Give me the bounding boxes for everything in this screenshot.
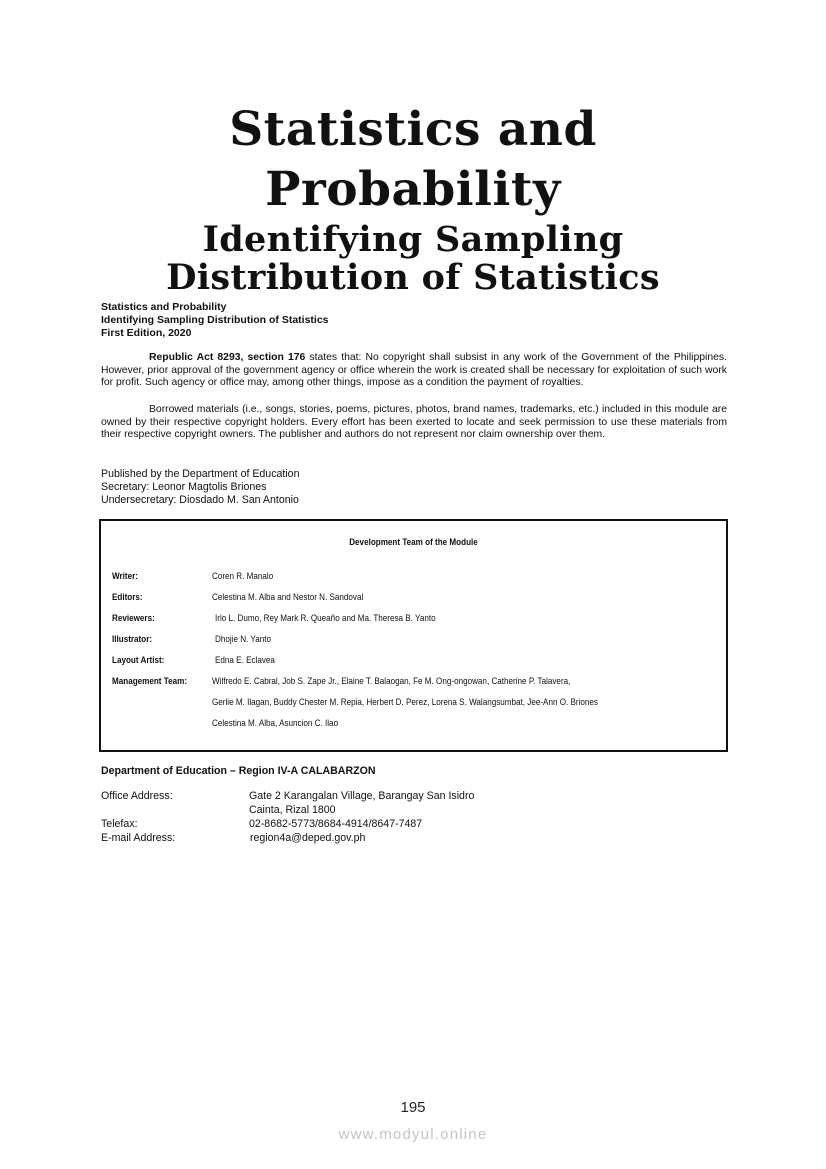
management-names-line-1: Wilfredo E. Cabral, Job S. Zape Jr., Elaine T. Balaogan, Fe M. Ong-ongowan, Catherine P. Talavera, [212,676,571,686]
reviewers-names: Irlo L. Dumo, Rey Mark R. Queaño and Ma. Theresa B. Yanto [215,613,436,623]
email-label: E-mail Address: [101,832,176,844]
telefax-label: Telefax: [101,818,138,830]
team-row-editors [112,592,712,604]
editors-names: Celestina M. Alba and Nestor N. Sandoval [212,592,364,602]
module-title-line-2: Distribution of Statistics [166,257,660,298]
page-number: 195 [400,1099,426,1116]
meta-edition: First Edition, 2020 [101,327,192,339]
development-team-box [99,519,728,752]
team-row-management [112,676,712,688]
layout-artist-label: Layout Artist: [112,655,165,665]
edition-info [101,301,329,340]
meta-subject: Statistics and Probability [101,301,227,313]
management-names-line-3: Celestina M. Alba, Asuncion C. Ilao [212,718,339,728]
secretary-line: Secretary: Leonor Magtolis Briones [101,481,267,493]
team-row-management-3 [112,718,712,730]
watermark: www.modyul.online [338,1126,488,1143]
main-title-line-2: Probability [265,162,561,217]
email-value: region4a@deped.gov.ph [250,832,366,844]
telefax-value: 02-8682-5773/8684-4914/8647-7487 [249,818,423,830]
undersecretary-line: Undersecretary: Diosdado M. San Antonio [101,494,299,506]
publisher-info [101,468,299,507]
module-title [0,221,826,297]
reviewers-label: Reviewers: [112,613,155,623]
layout-artist-names: Edna E. Eclavea [215,655,275,665]
module-title-line-1: Identifying Sampling [202,219,624,260]
office-address-line-2: Cainta, Rizal 1800 [249,804,336,816]
copyright-text: states that: No copyright shall subsist in any work of the Government of the Philippines. However, prior approval of the government agency or office wherein the work is created shall be necessary for exploitation of such work for profit. Such agency or office may, among other things, impose as a condition the payment of royalties. [101,352,727,389]
office-address-line-1: Gate 2 Karangalan Village, Barangay San Isidro [249,790,475,802]
meta-module: Identifying Sampling Distribution of Statistics [101,314,329,326]
illustrator-names: Dhojie N. Yanto [215,634,271,644]
writer-names: Coren R. Manalo [212,571,274,581]
team-row-writer [112,571,712,583]
management-team-label: Management Team: [112,676,188,686]
main-title [0,100,826,220]
office-address-label: Office Address: [101,790,173,802]
development-team-heading: Development Team of the Module [349,537,478,547]
borrowed-materials-paragraph: Borrowed materials (i.e., songs, stories, poems, pictures, photos, brand names, trademarks, etc.) included in this module are owned by their respective copyright holders. Every effort has been exerted to locate and seek permission to use these materials from their respective copyright owners. The publisher and authors do not represent nor claim ownership over them. [101,404,727,441]
team-row-layout-artist [112,655,712,667]
editors-label: Editors: [112,592,143,602]
main-title-line-1: Statistics and [229,102,597,157]
management-names-line-2: Gerlie M. Ilagan, Buddy Chester M. Repia, Herbert D. Perez, Lorena S. Walangsumbat, Jee-Ann O. Briones [212,697,598,707]
team-row-reviewers [112,613,712,625]
publisher-line: Published by the Department of Education [101,468,300,480]
region-title: Department of Education – Region IV-A CALABARZON [101,765,376,777]
team-row-management-2 [112,697,712,709]
illustrator-label: Illustrator: [112,634,153,644]
writer-label: Writer: [112,571,138,581]
team-row-illustrator [112,634,712,646]
republic-act-reference: Republic Act 8293, section 176 [149,352,306,363]
copyright-paragraph [101,352,727,390]
